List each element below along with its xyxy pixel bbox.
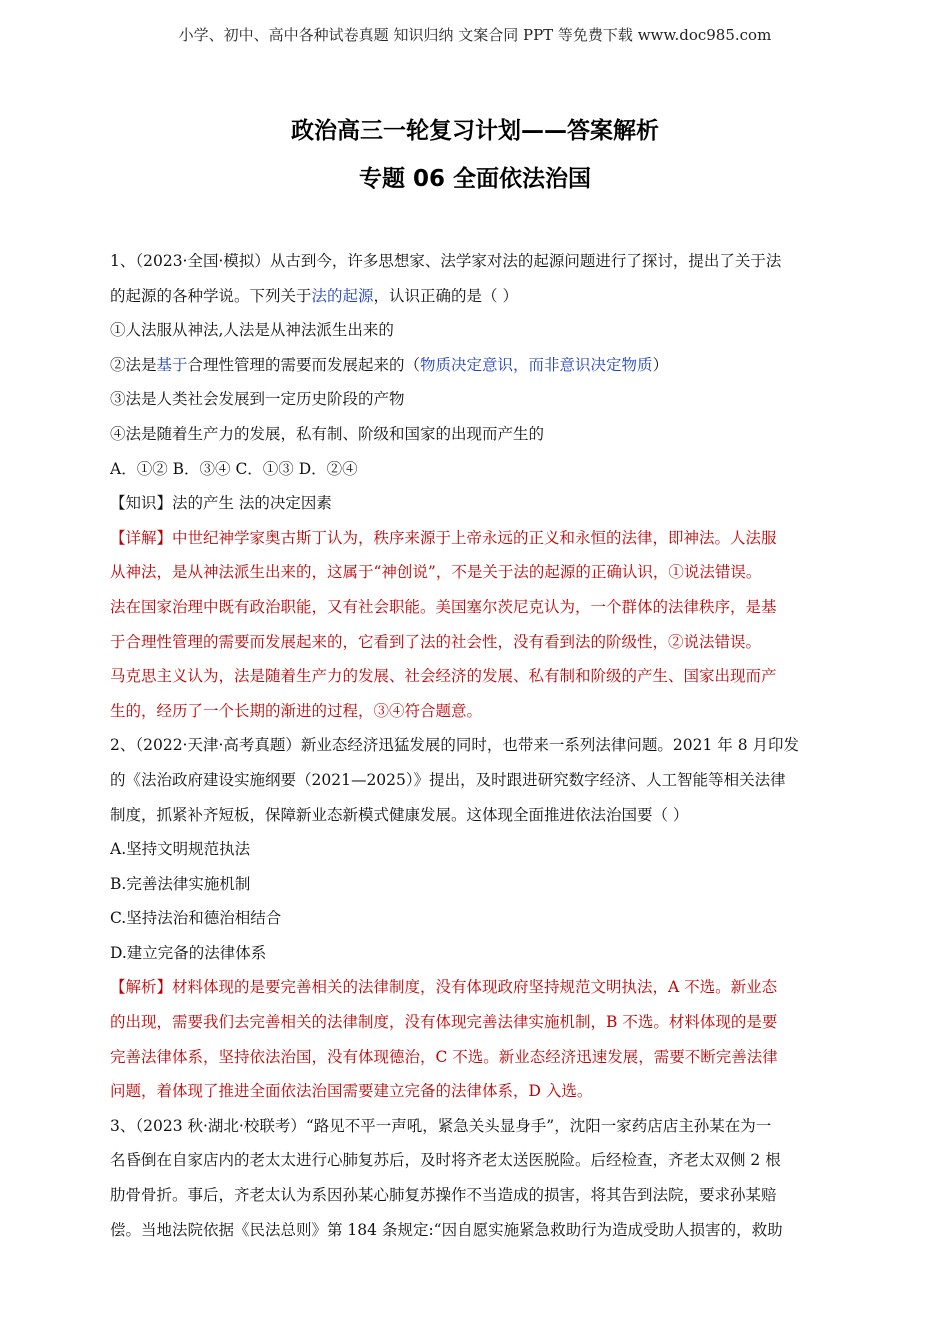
- q2-stem-line: 制度，抓紧补齐短板，保障新业态新模式健康发展。这体现全面推进依法治国要（ ）: [110, 805, 689, 824]
- q2-option: C.坚持法治和德治相结合: [110, 909, 282, 928]
- highlight-text: 法的起源: [311, 286, 374, 305]
- page-header: 小学、初中、高中各种试卷真题 知识归纳 文案合同 PPT 等免费下载 www.doc985.com: [178, 26, 772, 44]
- q1-option-1: ①人法服从神法,人法是从神法派生出来的: [110, 321, 394, 340]
- q1-option-2: ②法是基于合理性管理的需要而发展起来的（物质决定意识，而非意识决定物质）: [110, 355, 669, 374]
- q2-option: A.坚持文明规范执法: [110, 840, 251, 859]
- q3-stem-line: 名昏倒在自家店内的老太太进行心肺复苏后，及时将齐老太送医脱险。后经检查，齐老太双侧 2 根: [110, 1151, 781, 1170]
- q1-detail-line: 【详解】中世纪神学家奥古斯丁认为，秩序来源于上帝永远的正义和永恒的法律，即神法。人法服: [110, 528, 777, 547]
- q1-detail-line: 马克思主义认为，法是随着生产力的发展、社会经济的发展、私有制和阶级的产生、国家出现而产: [110, 667, 777, 686]
- q2-analysis-line: 【解析】材料体现的是要完善相关的法律制度，没有体现政府坚持规范文明执法，A 不选。新业态: [110, 978, 778, 997]
- q2-option: D.建立完备的法律体系: [110, 943, 267, 962]
- q3-stem-line: 3、（2023 秋·湖北·校联考）“路见不平一声吼，紧急关头显身手”，沈阳一家药店店主孙某在为一: [110, 1116, 772, 1135]
- q1-stem-line-1: 1、（2023·全国·模拟）从古到今，许多思想家、法学家对法的起源问题进行了探讨，提出了关于法: [110, 252, 782, 270]
- document-body: [110, 244, 845, 1247]
- highlight-note: 物质决定意识，而非意识决定物质: [420, 355, 653, 374]
- document-subtitle: 专题 06 全面依法治国: [358, 166, 592, 192]
- q1-stem-line-2: 的起源的各种学说。下列关于法的起源，认识正确的是（ ）: [110, 286, 518, 305]
- q2-stem-line: 2、（2022·天津·高考真题）新业态经济迅猛发展的同时，也带来一系列法律问题。2021 年 8 月印发: [110, 736, 800, 755]
- q2-analysis-line: 完善法律体系，坚持依法治国，没有体现德治，C 不选。新业态经济迅速发展，需要不断完善法律: [110, 1047, 778, 1066]
- q1-detail-line: 从神法，是从神法派生出来的，这属于“神创说”，不是关于法的起源的正确认识，①说法错误。: [110, 563, 762, 582]
- q1-detail-line: 法在国家治理中既有政治职能，又有社会职能。美国塞尔茨尼克认为，一个群体的法律秩序，是基: [110, 597, 777, 616]
- q2-analysis-line: 的出现，需要我们去完善相关的法律制度，没有体现完善法律实施机制，B 不选。材料体现的是要: [110, 1013, 778, 1032]
- q2-stem-line: 的《法治政府建设实施纲要（2021—2025）》提出，及时跟进研究数字经济、人工智能等相关法律: [110, 770, 786, 789]
- q1-option-4: ④法是随着生产力的发展，私有制、阶级和国家的出现而产生的: [110, 424, 545, 443]
- q3-stem-line: 肋骨骨折。事后，齐老太认为系因孙某心肺复苏操作不当造成的损害，将其告到法院，要求孙某赔: [110, 1186, 777, 1205]
- q1-detail-line: 生的，经历了一个长期的渐进的过程，③④符合题意。: [110, 701, 483, 720]
- q1-choices: A．①② B．③④ C．①③ D．②④: [110, 459, 358, 478]
- q1-detail-line: 于合理性管理的需要而发展起来的，它看到了法的社会性，没有看到法的阶级性，②说法错误。: [110, 632, 762, 651]
- q2-option: B.完善法律实施机制: [110, 874, 251, 893]
- q2-analysis-line: 问题，着体现了推进全面依法治国需要建立完备的法律体系，D 入选。: [110, 1082, 593, 1101]
- q1-option-3: ③法是人类社会发展到一定历史阶段的产物: [110, 390, 405, 409]
- q1-knowledge: 【知识】法的产生 法的决定因素: [110, 494, 332, 513]
- highlight-text: 基于: [156, 355, 188, 374]
- q3-stem-line: 偿。当地法院依据《民法总则》第 184 条规定:“因自愿实施紧急救助行为造成受助人损害的，救助: [110, 1220, 783, 1239]
- document-title: 政治高三一轮复习计划——答案解析: [291, 118, 659, 144]
